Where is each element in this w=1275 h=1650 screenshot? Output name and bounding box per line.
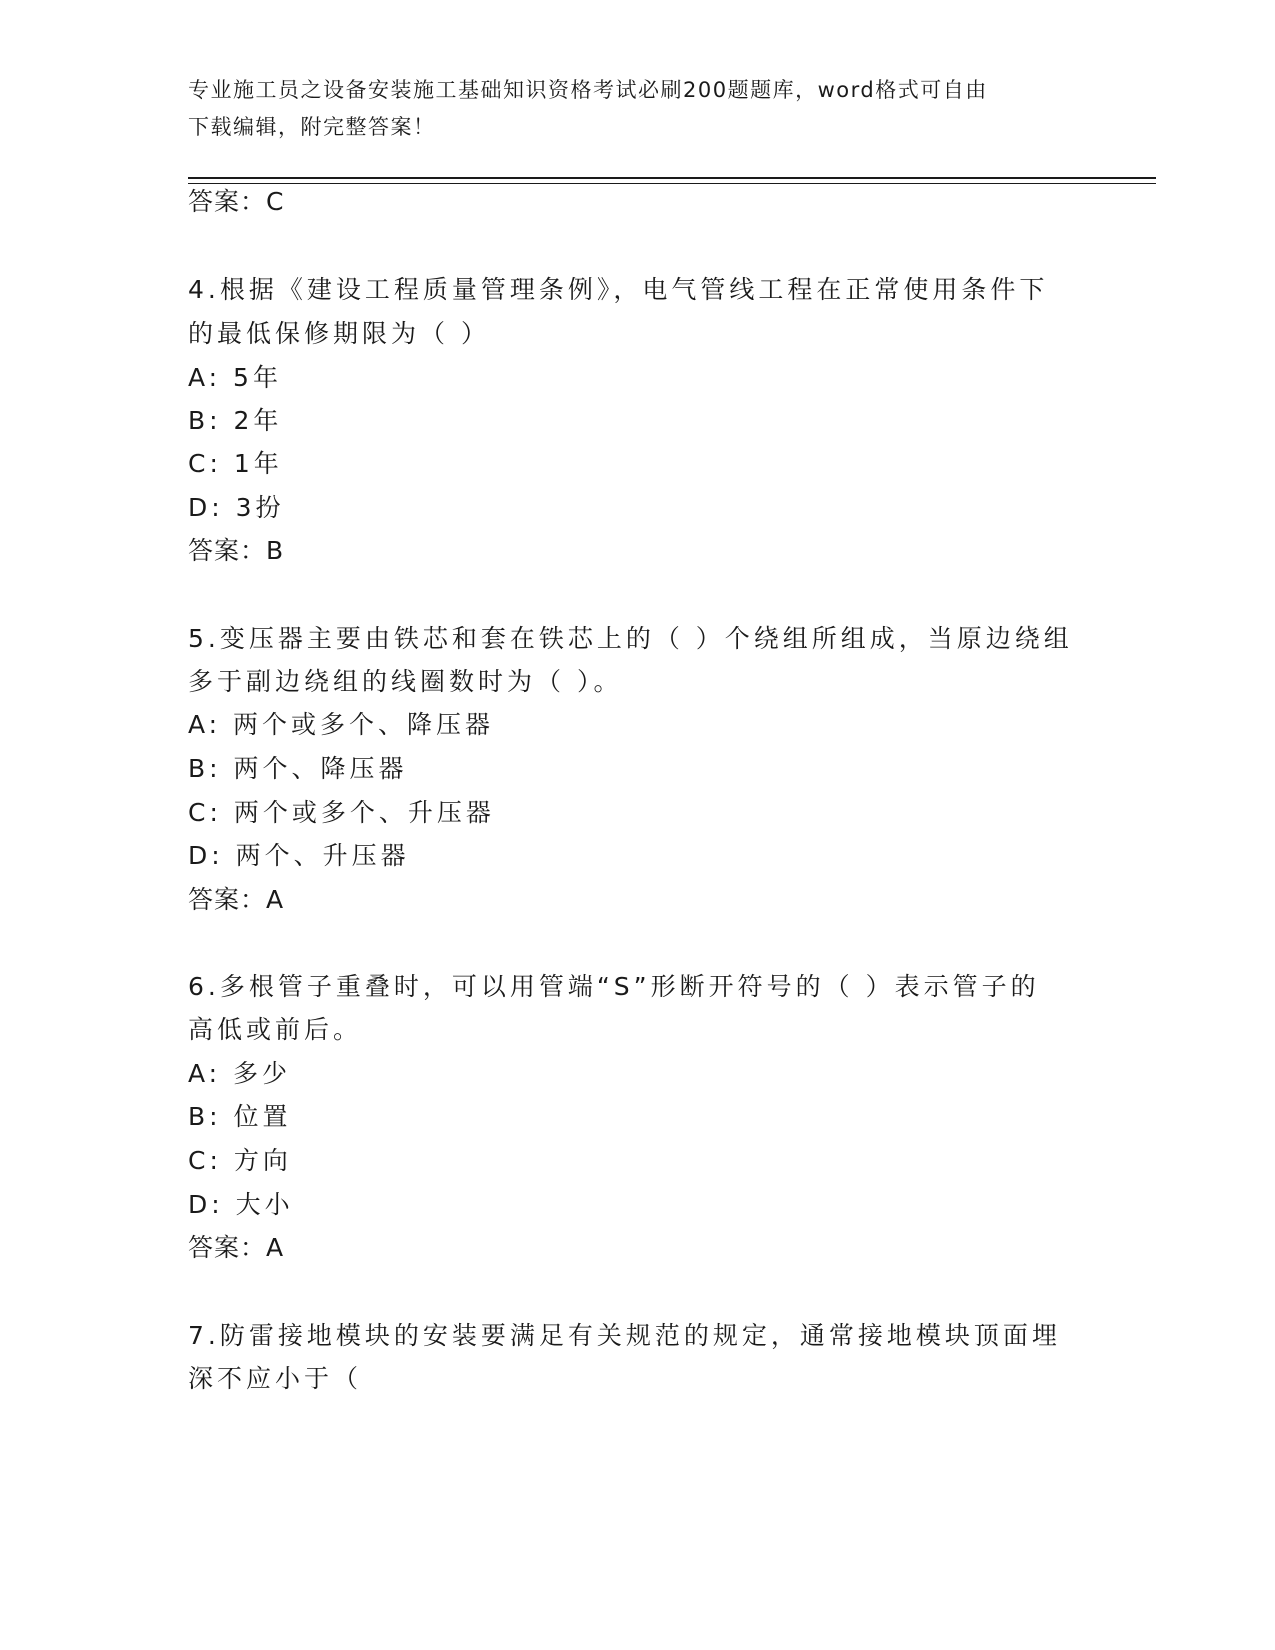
q5-option-b: B: 两个、降压器 — [188, 754, 408, 783]
q4-stem-line2: 的最低保修期限为（ ） — [188, 319, 490, 348]
header-line-1: 专业施工员之设备安装施工基础知识资格考试必刷200题题库，word格式可自由 — [188, 78, 988, 102]
q6-option-b: B: 位置 — [188, 1102, 292, 1131]
q5-option-a: A: 两个或多个、降压器 — [188, 710, 495, 739]
q6-stem-line1: 6.多根管子重叠时，可以用管端“S”形断开符号的（ ）表示管子的 — [188, 972, 1040, 1001]
q4-option-b: B: 2年 — [188, 406, 283, 435]
q4-option-d: D: 3扮 — [188, 493, 285, 522]
q7-stem-line2: 深不应小于（ — [188, 1364, 363, 1393]
q5-option-d: D: 两个、升压器 — [188, 841, 410, 870]
q6-option-a: A: 多少 — [188, 1059, 292, 1088]
q4-option-a: A: 5年 — [188, 363, 282, 392]
q6-stem-line2: 高低或前后。 — [188, 1015, 363, 1044]
q5-answer: 答案：A — [188, 885, 285, 914]
document-header — [188, 72, 1068, 146]
q4-option-c: C: 1年 — [188, 449, 283, 478]
q6-option-c: C: 方向 — [188, 1146, 292, 1175]
q6-answer: 答案：A — [188, 1233, 285, 1262]
header-divider-thin — [188, 183, 1156, 184]
q5-option-c: C: 两个或多个、升压器 — [188, 798, 495, 827]
q4-answer: 答案：B — [188, 536, 285, 565]
q5-stem-line1: 5.变压器主要由铁芯和套在铁芯上的（ ）个绕组所组成，当原边绕组 — [188, 624, 1073, 653]
q5-stem-line2: 多于副边绕组的线圈数时为（ ）。 — [188, 667, 623, 696]
header-divider-thick — [188, 177, 1156, 179]
q4-stem-line1: 4.根据《建设工程质量管理条例》，电气管线工程在正常使用条件下 — [188, 275, 1049, 304]
answer-prev: 答案：C — [188, 187, 285, 216]
q7-stem-line1: 7.防雷接地模块的安装要满足有关规范的规定，通常接地模块顶面埋 — [188, 1321, 1061, 1350]
q6-option-d: D: 大小 — [188, 1190, 294, 1219]
header-line-2: 下载编辑，附完整答案！ — [188, 115, 436, 139]
